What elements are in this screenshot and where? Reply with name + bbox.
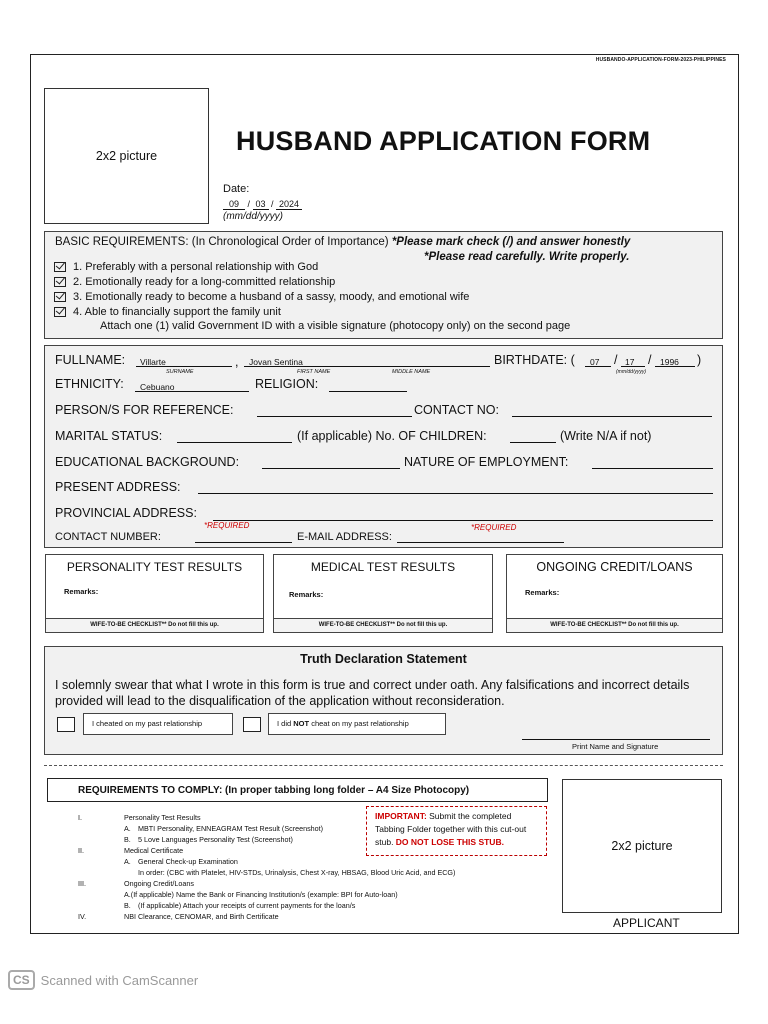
personality-test-panel bbox=[45, 554, 264, 633]
comply-list-item bbox=[78, 900, 378, 911]
provincial-address-label: PROVINCIAL ADDRESS: bbox=[55, 506, 197, 520]
requirement-text: 1. Preferably with a personal relationship with God bbox=[73, 261, 319, 273]
truth-statement: I solemnly swear that what I wrote in this form is true and correct under oath. Any falsifications and incorrect details provided will lead to the disqualification of the application without reconsideration. bbox=[55, 678, 690, 708]
option-cheated-checkbox[interactable] bbox=[57, 717, 75, 732]
comply-item-text: (If applicable) Attach your receipts of current payments for the loan/s bbox=[138, 901, 356, 910]
required-note-1: *REQUIRED bbox=[204, 521, 250, 530]
applicant-photo-placeholder bbox=[562, 779, 722, 913]
photo-placeholder bbox=[44, 88, 209, 224]
checklist-note: WIFE-TO-BE CHECKLIST** Do not fill this up. bbox=[507, 618, 722, 632]
requirement-attach-note: Attach one (1) valid Government ID with a visible signature (photocopy only) on the second page bbox=[100, 320, 571, 332]
birth-month: 07 bbox=[590, 357, 600, 367]
checklist-note: WIFE-TO-BE CHECKLIST** Do not fill this up. bbox=[46, 618, 263, 632]
comply-list-item bbox=[78, 889, 398, 900]
comply-list-item bbox=[78, 856, 378, 867]
cut-line bbox=[44, 765, 723, 766]
reference-field[interactable] bbox=[257, 416, 412, 417]
requirement-item-2 bbox=[54, 276, 335, 288]
important-stub-note bbox=[366, 806, 547, 856]
slash: / bbox=[614, 353, 618, 367]
present-address-field[interactable] bbox=[198, 493, 713, 494]
form-code: HUSBANDO-APPLICATION-FORM-2023-PHILIPPINES bbox=[595, 57, 726, 63]
comply-item-number: III. bbox=[78, 879, 86, 888]
reference-label: PERSON/S FOR REFERENCE: bbox=[55, 403, 234, 417]
education-field[interactable] bbox=[262, 468, 400, 469]
contact-number-label: CONTACT NUMBER: bbox=[55, 531, 161, 543]
scanner-watermark bbox=[8, 970, 198, 990]
religion-field[interactable] bbox=[329, 391, 407, 392]
requirement-text: 2. Emotionally ready for a long-committed relationship bbox=[73, 276, 336, 288]
form-title: HUSBAND APPLICATION FORM bbox=[236, 126, 651, 156]
important-label: IMPORTANT: bbox=[375, 811, 427, 821]
surname-caption: SURNAME bbox=[166, 369, 194, 375]
date-year: 2024 bbox=[276, 199, 302, 210]
first-name-caption: FIRST NAME bbox=[297, 369, 331, 375]
comply-item-text: Personality Test Results bbox=[124, 813, 201, 822]
date-value: 09 / 03 / 2024 bbox=[223, 199, 302, 210]
requirement-item-4 bbox=[54, 306, 281, 318]
slash: / bbox=[648, 353, 652, 367]
watermark-text: Scanned with CamScanner bbox=[40, 972, 199, 988]
comply-item-text: NBI Clearance, CENOMAR, and Birth Certificate bbox=[124, 912, 279, 921]
birth-year: 1996 bbox=[660, 357, 679, 367]
comply-item-text: (If applicable) Name the Bank or Financing Institution/s (example: BPI for Auto-loan) bbox=[130, 890, 398, 899]
requirement-item-1 bbox=[54, 261, 318, 273]
comply-item-text: General Check-up Examination bbox=[138, 857, 238, 866]
requirement-text: 3. Emotionally ready to become a husband of a sassy, moody, and emotional wife bbox=[73, 291, 470, 303]
employment-field[interactable] bbox=[592, 468, 713, 469]
comply-item-text: Ongoing Credit/Loans bbox=[124, 879, 194, 888]
date-month: 09 bbox=[223, 199, 245, 210]
birthdate-label: BIRTHDATE: ( bbox=[494, 353, 575, 367]
applicant-label: APPLICANT bbox=[613, 916, 680, 930]
comply-item-text: Medical Certificate bbox=[124, 846, 184, 855]
panel-title: ONGOING CREDIT/LOANS bbox=[536, 560, 693, 574]
comply-list-item bbox=[78, 812, 378, 823]
checkmark-icon bbox=[54, 307, 66, 317]
truth-title: Truth Declaration Statement bbox=[300, 652, 467, 666]
date-format: (mm/dd/yyyy) bbox=[223, 211, 283, 222]
provincial-address-field[interactable] bbox=[213, 520, 713, 521]
education-label: EDUCATIONAL BACKGROUND: bbox=[55, 455, 240, 469]
remarks-label: Remarks: bbox=[525, 588, 560, 597]
middle-name-caption: MIDDLE NAME bbox=[392, 369, 431, 375]
credit-loans-panel bbox=[506, 554, 723, 633]
surname-value: Villarte bbox=[140, 357, 166, 367]
option-cheated-label: I cheated on my past relationship bbox=[83, 713, 233, 735]
requirements-heading bbox=[55, 236, 630, 248]
first-name-value: Jovan Sentina bbox=[249, 357, 303, 367]
requirements-title: BASIC REQUIREMENTS: (In Chronological Order of Importance) bbox=[55, 236, 389, 248]
requirement-text: 4. Able to financially support the family unit bbox=[73, 306, 281, 318]
comply-list-item bbox=[78, 823, 378, 834]
requirements-note-2: *Please read carefully. Write properly. bbox=[424, 251, 630, 263]
medical-test-panel bbox=[273, 554, 493, 633]
comply-item-number: A. bbox=[124, 857, 131, 866]
option-emphasis: NOT bbox=[293, 719, 310, 728]
signature-caption: Print Name and Signature bbox=[572, 742, 659, 751]
comply-item-number: A. bbox=[124, 824, 131, 833]
comply-item-text: 5 Love Languages Personality Test (Screenshot) bbox=[138, 835, 293, 844]
date-day: 03 bbox=[253, 199, 269, 210]
comply-heading: REQUIREMENTS TO COMPLY: (In proper tabbing long folder – A4 Size Photocopy) bbox=[47, 778, 548, 802]
comply-list-item bbox=[78, 911, 378, 922]
remarks-label: Remarks: bbox=[64, 587, 99, 596]
employment-label: NATURE OF EMPLOYMENT: bbox=[404, 455, 569, 469]
birthdate-caption: (mm/dd/yyyy) bbox=[616, 369, 646, 375]
comply-item-number: II. bbox=[78, 846, 84, 855]
email-label: E-MAIL ADDRESS: bbox=[297, 531, 392, 543]
required-note-2: *REQUIRED bbox=[471, 523, 517, 532]
comply-item-number: B. bbox=[124, 901, 131, 910]
ethnicity-label: ETHNICITY: bbox=[55, 377, 124, 391]
present-address-label: PRESENT ADDRESS: bbox=[55, 480, 181, 494]
religion-label: RELIGION: bbox=[255, 377, 319, 391]
children-label: (If applicable) No. OF CHILDREN: bbox=[297, 429, 487, 443]
date-label: Date: bbox=[223, 183, 250, 195]
comply-list-item bbox=[78, 867, 456, 878]
comply-item-number: IV. bbox=[78, 912, 87, 921]
panel-title: MEDICAL TEST RESULTS bbox=[310, 560, 456, 574]
photo-label: 2x2 picture bbox=[611, 839, 673, 853]
contact-no-field[interactable] bbox=[512, 416, 712, 417]
marital-status-label: MARITAL STATUS: bbox=[55, 429, 163, 443]
signature-line[interactable] bbox=[522, 739, 710, 740]
requirements-note-1: *Please mark check (/) and answer honestly bbox=[391, 236, 631, 248]
name-separator: , bbox=[235, 355, 239, 369]
birth-day: 17 bbox=[625, 357, 635, 367]
comply-item-text: MBTI Personality, ENNEAGRAM Test Result (Screenshot) bbox=[138, 824, 324, 833]
comply-item-number: B. bbox=[124, 835, 131, 844]
fullname-label: FULLNAME: bbox=[55, 353, 126, 367]
remarks-label: Remarks: bbox=[289, 590, 324, 599]
contact-no-label: CONTACT NO: bbox=[414, 403, 499, 417]
option-not-cheated-label bbox=[268, 713, 446, 735]
birthdate-close: ) bbox=[697, 353, 702, 367]
comply-item-number: A. bbox=[124, 890, 131, 899]
requirement-item-3 bbox=[54, 291, 469, 303]
comply-item-text: In order: (CBC with Platelet, HIV-STDs, Urinalysis, Chest X-ray, HBSAG, Blood Uric Acid, and ECG) bbox=[138, 868, 456, 877]
photo-label: 2x2 picture bbox=[95, 149, 158, 163]
option-text: I did bbox=[277, 719, 294, 728]
option-not-cheated-checkbox[interactable] bbox=[243, 717, 261, 732]
marital-status-field[interactable] bbox=[177, 442, 292, 443]
comply-list-item bbox=[78, 845, 378, 856]
contact-number-field[interactable] bbox=[195, 542, 292, 543]
important-warning: DO NOT LOSE THIS STUB. bbox=[395, 837, 504, 847]
checkmark-icon bbox=[54, 292, 66, 302]
important-text: Submit the completed Tabbing Folder together with this cut-out stub. bbox=[375, 811, 527, 847]
panel-title: PERSONALITY TEST RESULTS bbox=[66, 560, 243, 574]
ethnicity-value: Cebuano bbox=[140, 382, 175, 392]
comply-list-item bbox=[78, 834, 378, 845]
checkmark-icon bbox=[54, 277, 66, 287]
checklist-note: WIFE-TO-BE CHECKLIST** Do not fill this up. bbox=[274, 618, 492, 632]
comply-item-number: I. bbox=[78, 813, 82, 822]
na-note: (Write N/A if not) bbox=[560, 429, 652, 443]
camscanner-logo-icon: CS bbox=[8, 970, 35, 990]
children-field[interactable] bbox=[510, 442, 556, 443]
email-field[interactable] bbox=[397, 542, 564, 543]
checkmark-icon bbox=[54, 262, 66, 272]
comply-list-item bbox=[78, 878, 378, 889]
option-text: cheat on my past relationship bbox=[309, 719, 409, 728]
